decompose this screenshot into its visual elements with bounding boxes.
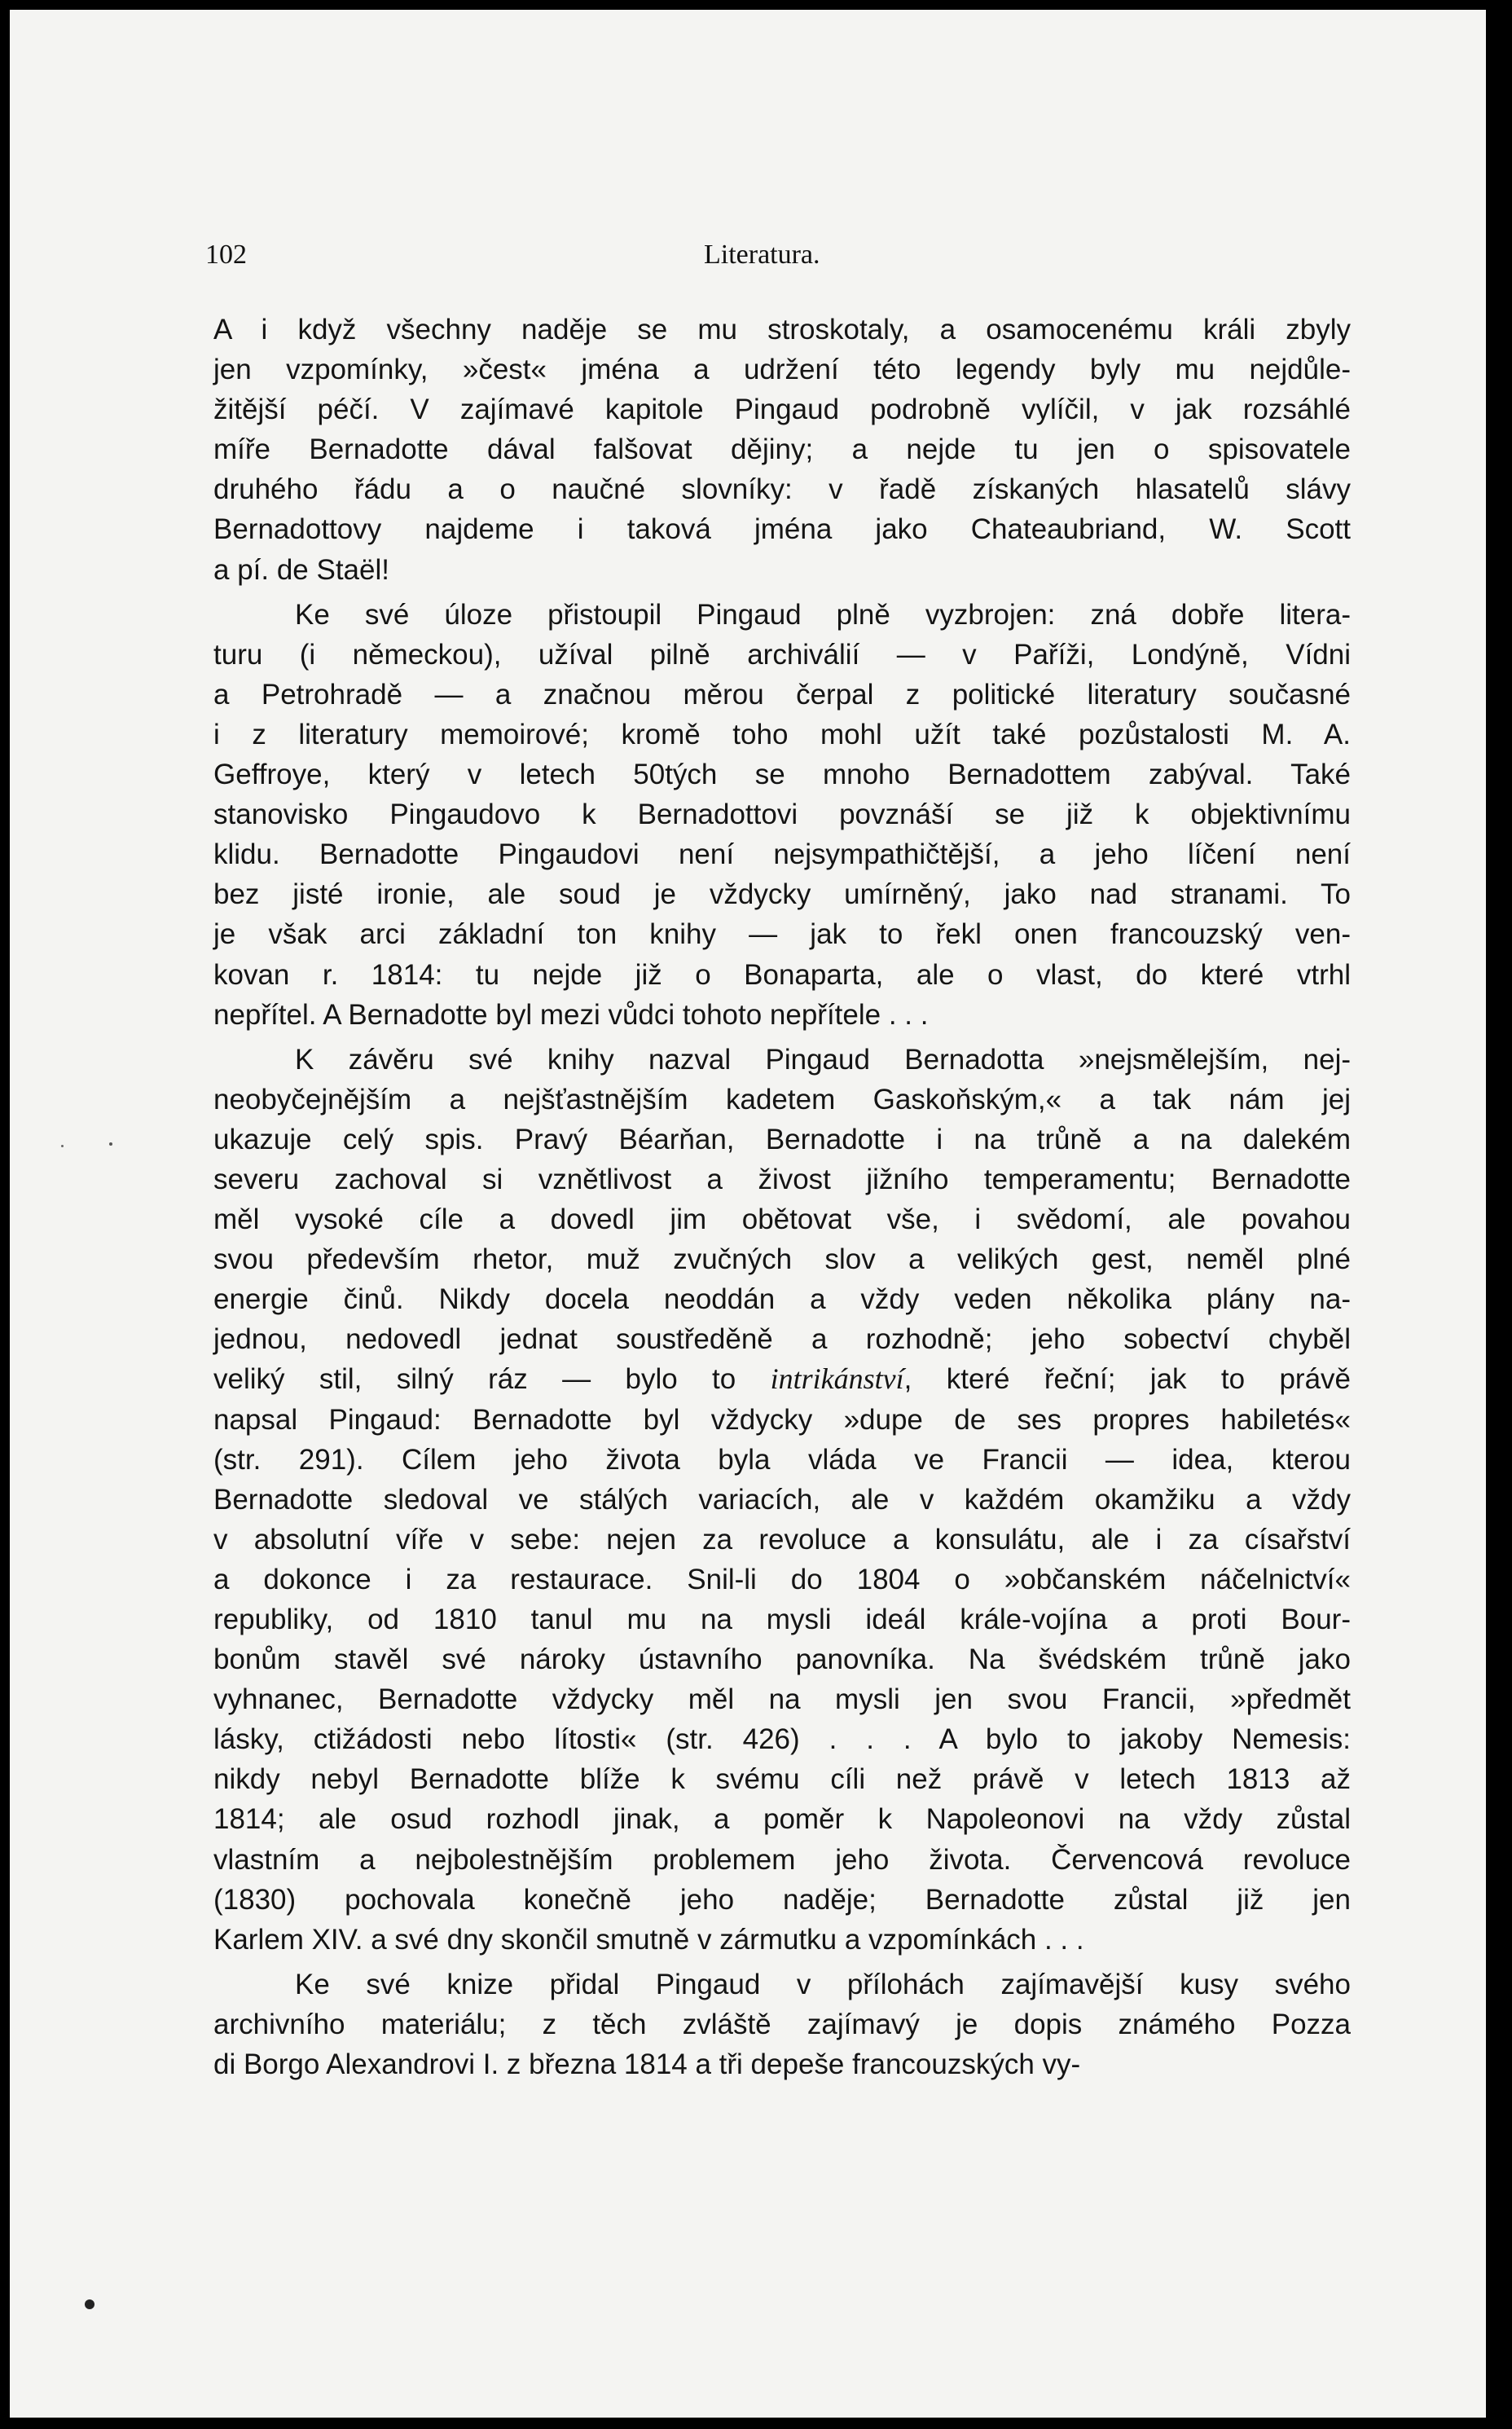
text-line: Karlem XIV. a své dny skončil smutně v zármutku a vzpomínkách . . . xyxy=(213,1923,1084,1956)
text-line: di Borgo Alexandrovi I. z března 1814 a tři depeše francouzských vy- xyxy=(213,2048,1081,2081)
text-line: jen vzpomínky, »čest« jména a udržení této legendy byly mu nejdůle- xyxy=(213,354,1351,386)
text-line: a Petrohradě — a značnou měrou čerpal z politické literatury současné xyxy=(213,678,1351,711)
text-line: napsal Pingaud: Bernadotte byl vždycky »dupe de ses propres habiletés« xyxy=(213,1403,1351,1436)
text-line: archivního materiálu; z těch zvláště zajímavý je dopis známého Pozza xyxy=(213,2008,1351,2040)
text-line: v absolutní víře v sebe: nejen za revoluce a konsulátu, ale i za císařství xyxy=(213,1523,1351,1556)
text-line: svou především rhetor, muž zvučných slov a velikých gest, neměl plné xyxy=(213,1243,1351,1276)
text-line: míře Bernadotte dával falšovat dějiny; a nejde tu jen o spisovatele xyxy=(213,433,1351,466)
text-line: vlastním a nejbolestnějším problemem jeho života. Červencová revoluce xyxy=(213,1843,1351,1876)
text-line: veliký stil, silný ráz — bylo to intrikánství, které řeční; jak to právě xyxy=(213,1362,1352,1396)
text-line: ukazuje celý spis. Pravý Béarňan, Bernadotte i na trůně a na dalekém xyxy=(213,1123,1351,1155)
text-line: vyhnanec, Bernadotte vždycky měl na mysli jen svou Francii, »předmět xyxy=(213,1683,1351,1716)
text-line: bez jisté ironie, ale soud je vždycky umírněný, jako nad stranami. To xyxy=(213,878,1351,911)
text-line: kovan r. 1814: tu nejde již o Bonaparta, ale o vlast, do které vtrhl xyxy=(213,958,1351,991)
text-line: druhého řádu a o naučné slovníky: v řadě získaných hlasatelů slávy xyxy=(213,473,1351,506)
running-title: Literatura. xyxy=(704,240,820,270)
text-line: Ke své knize přidal Pingaud v přílohách zajímavější kusy svého xyxy=(295,1968,1351,2000)
text-line: nepřítel. A Bernadotte byl mezi vůdci tohoto nepřítele . . . xyxy=(213,998,929,1031)
text-line: klidu. Bernadotte Pingaudovi není nejsympathičtější, a jeho líčení není xyxy=(213,838,1351,871)
text-line: turu (i německou), užíval pilně archiválií — v Paříži, Londýně, Vídni xyxy=(213,638,1351,671)
text-line: K závěru své knihy nazval Pingaud Bernadotta »nejsmělejším, nej- xyxy=(295,1043,1351,1076)
text-line: severu zachoval si vznětlivost a živost jižního temperamentu; Bernadotte xyxy=(213,1163,1351,1195)
text-line: (str. 291). Cílem jeho života byla vláda ve Francii — idea, kterou xyxy=(213,1443,1351,1476)
page-number: 102 xyxy=(205,240,247,270)
text-line: stanovisko Pingaudovo k Bernadottovi povznáší se již k objektivnímu xyxy=(213,799,1351,831)
scan-speck xyxy=(85,2299,94,2309)
text-line: (1830) pochovala konečně jeho naděje; Bernadotte zůstal již jen xyxy=(213,1883,1351,1916)
text-line: lásky, ctižádosti nebo lítosti« (str. 426) . . . A bylo to jakoby Nemesis: xyxy=(213,1723,1351,1756)
paragraph-p1 xyxy=(213,310,1351,590)
text-line: Bernadottovy najdeme i taková jména jako Chateaubriand, W. Scott xyxy=(213,513,1351,546)
body-text xyxy=(213,310,1351,2084)
text-line: republiky, od 1810 tanul mu na mysli ideál krále-vojína a proti Bour- xyxy=(213,1604,1351,1635)
page-header xyxy=(205,240,1362,280)
text-line: Bernadotte sledoval ve stálých variacích, ale v každém okamžiku a vždy xyxy=(213,1483,1351,1516)
paragraph-p2 xyxy=(213,595,1351,1035)
text-line: Ke své úloze přistoupil Pingaud plně vyzbrojen: zná dobře litera- xyxy=(295,598,1351,631)
paragraph-p3 xyxy=(213,1040,1351,1960)
text-line: žitější péčí. V zajímavé kapitole Pingaud podrobně vylíčil, v jak rozsáhlé xyxy=(213,394,1351,426)
italic-term: intrikánství xyxy=(770,1362,904,1396)
text-line: Geffroye, který v letech 50tých se mnoho Bernadottem zabýval. Také xyxy=(213,759,1351,791)
text-line: A i když všechny naděje se mu stroskotaly, a osamocenému králi zbyly xyxy=(213,314,1351,345)
text-line: i z literatury memoirové; kromě toho mohl užít také pozůstalosti M. A. xyxy=(213,718,1351,750)
scan-speck xyxy=(61,1145,64,1147)
text-line: a pí. de Staël! xyxy=(213,553,389,586)
text-line: měl vysoké cíle a dovedl jim obětovat vše, i svědomí, ale povahou xyxy=(213,1203,1351,1236)
text-line: nikdy nebyl Bernadotte blíže k svému cíli než právě v letech 1813 až xyxy=(213,1763,1351,1796)
text-line: 1814; ale osud rozhodl jinak, a poměr k Napoleonovi na vždy zůstal xyxy=(213,1803,1351,1836)
text-line: jednou, nedovedl jednat soustředěně a rozhodně; jeho sobectví chyběl xyxy=(213,1323,1351,1356)
text-line: je však arci základní ton knihy — jak to řekl onen francouzský ven- xyxy=(213,918,1351,951)
text-line: energie činů. Nikdy docela neoddán a vždy veden několika plány na- xyxy=(213,1283,1351,1316)
text-line: a dokonce i za restaurace. Snil-li do 1804 o »občanském náčelnictví« xyxy=(213,1563,1351,1595)
text-line: bonům stavěl své nároky ústavního panovníka. Na švédském trůně jako xyxy=(213,1644,1351,1676)
text-line: neobyčejnějším a nejšťastnějším kadetem Gaskoňským,« a tak nám jej xyxy=(213,1083,1351,1115)
scan-speck xyxy=(109,1142,112,1146)
paragraph-p4 xyxy=(213,1965,1351,2084)
